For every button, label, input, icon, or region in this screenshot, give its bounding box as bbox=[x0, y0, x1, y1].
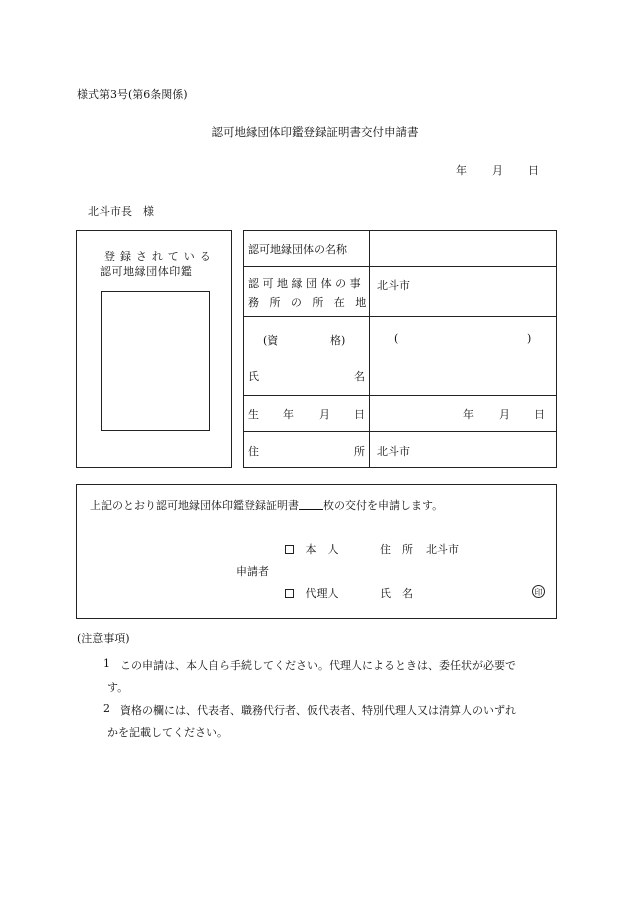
birth-label-nen: 年 bbox=[283, 408, 294, 421]
office-label-line2: 務所の所在地 bbox=[248, 296, 377, 309]
addressee: 北斗市長 様 bbox=[88, 205, 154, 218]
qualification-paren-close: ) bbox=[527, 332, 532, 345]
option-agent-label: 代理人 bbox=[305, 587, 339, 600]
note-1-line-2: す。 bbox=[107, 681, 129, 694]
seal-impression-area bbox=[101, 291, 210, 431]
seal-mark-icon: 印 bbox=[532, 585, 545, 598]
qualification-paren-open: ( bbox=[394, 332, 399, 345]
option-self[interactable] bbox=[285, 541, 339, 557]
address-value: 北斗市 bbox=[377, 445, 410, 458]
note-2-line-2: かを記載してください。 bbox=[107, 726, 228, 739]
self-checkbox[interactable] bbox=[285, 545, 294, 554]
date-year-label: 年 bbox=[456, 164, 467, 177]
qualification-label-open: (資 bbox=[263, 334, 279, 347]
birth-month-unit: 月 bbox=[499, 408, 510, 421]
date-month-label: 月 bbox=[492, 164, 503, 177]
application-sentence bbox=[90, 497, 443, 513]
applicant-label: 申請者 bbox=[236, 565, 269, 578]
address-label-sho: 所 bbox=[354, 445, 365, 458]
birth-label-tsuki: 月 bbox=[319, 408, 330, 421]
note-1-line-1: この申請は、本人自ら手続してください。代理人によるときは、委任状が必要で bbox=[120, 659, 516, 672]
name-label-mei: 名 bbox=[354, 370, 365, 383]
date-day-label: 日 bbox=[528, 164, 539, 177]
copies-blank[interactable] bbox=[299, 499, 323, 510]
application-sentence-after: 枚の交付を申請します。 bbox=[323, 499, 444, 512]
note-1-number: 1 bbox=[103, 657, 110, 670]
note-2-number: 2 bbox=[103, 702, 110, 715]
applicant-address-label: 住 所 bbox=[380, 543, 413, 556]
seal-box-caption-1: 登録されている bbox=[104, 250, 216, 263]
name-label-shi: 氏 bbox=[248, 370, 259, 383]
seal-box-caption-2: 認可地縁団体印鑑 bbox=[100, 265, 193, 278]
address-label-jyu: 住 bbox=[248, 445, 259, 458]
birth-label-hi: 日 bbox=[354, 408, 365, 421]
applicant-name-label: 氏 名 bbox=[380, 587, 413, 600]
org-name-label: 認可地縁団体の名称 bbox=[248, 243, 347, 256]
form-number: 様式第3号(第6条関係) bbox=[77, 88, 188, 101]
birth-year-unit: 年 bbox=[463, 408, 474, 421]
form-title: 認可地縁団体印鑑登録証明書交付申請書 bbox=[211, 125, 419, 139]
note-2-line-1: 資格の欄には、代表者、職務代行者、仮代表者、特別代理人又は清算人のいずれ bbox=[120, 704, 516, 717]
option-agent[interactable] bbox=[285, 585, 339, 601]
birth-label-sei: 生 bbox=[248, 408, 259, 421]
office-address-value: 北斗市 bbox=[377, 279, 410, 292]
applicant-address-value: 北斗市 bbox=[426, 543, 459, 556]
notes-heading: (注意事項) bbox=[77, 632, 130, 645]
office-label-line1: 認可地縁団体の事 bbox=[248, 277, 365, 290]
option-self-label: 本 人 bbox=[305, 543, 339, 556]
application-sentence-before: 上記のとおり認可地縁団体印鑑登録証明書 bbox=[90, 499, 299, 512]
agent-checkbox[interactable] bbox=[285, 589, 294, 598]
qualification-label-close: 格) bbox=[330, 334, 346, 347]
birth-day-unit: 日 bbox=[534, 408, 545, 421]
